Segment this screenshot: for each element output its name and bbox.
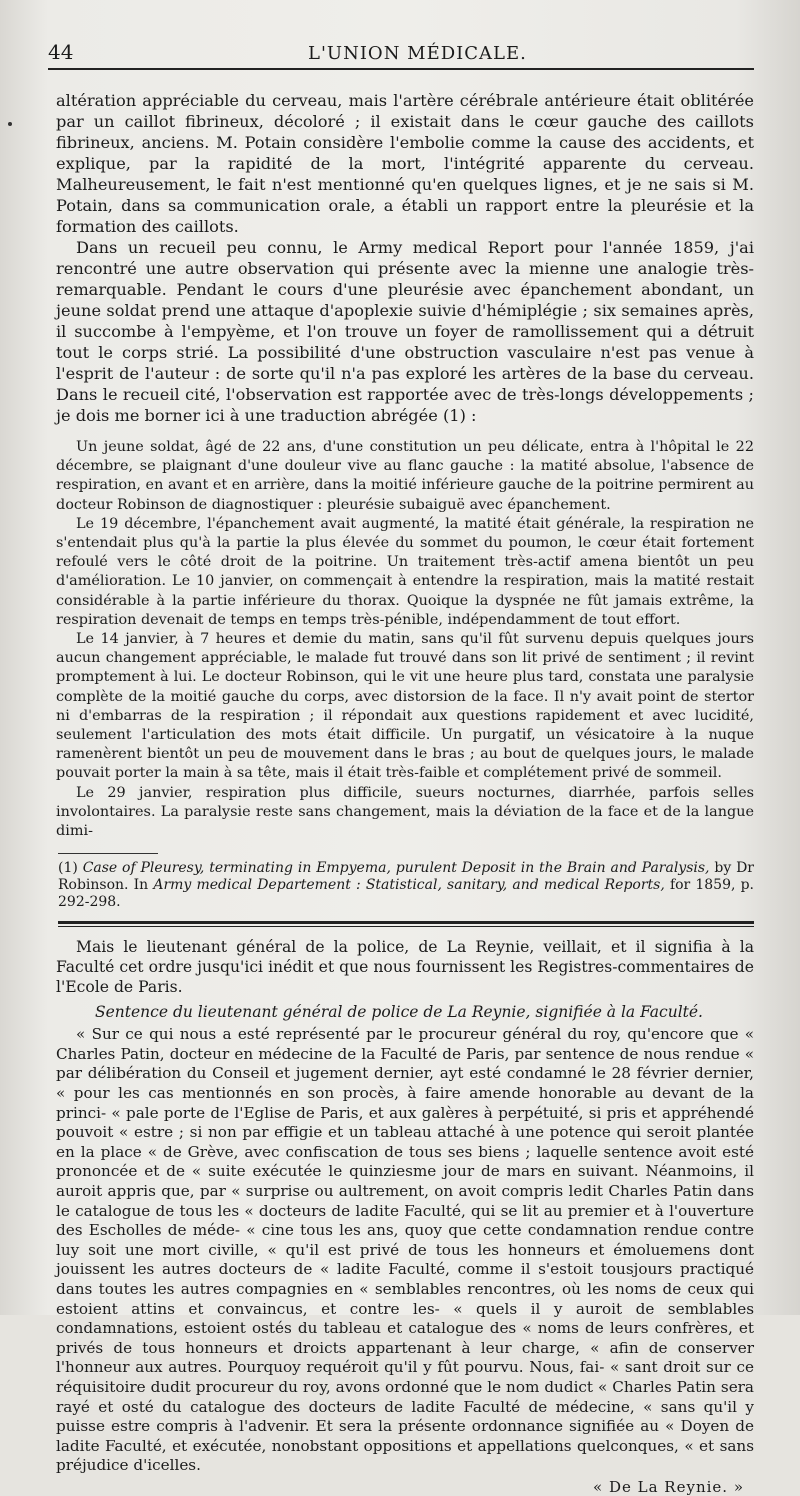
footnote-marker: (1) <box>58 860 78 877</box>
observation-paragraph: Le 19 décembre, l'épanchement avait augmenté, la matité était générale, la respiration ne s'entendait plus qu'à la partie la plus élevée du sommet du poumon, le cœur était fortement refoulé vers le côté droit de la poitrine. Un traitement très-actif amena bientôt un peu d'amélioration. Le 10 janvier, on commençait à entendre la respiration, mais la matité restait considérable à la partie inférieure du thorax. Quoique la dyspnée ne fût jamais extrême, la respiration devenait de temps en temps très-pénible, indépendamment de tout effort. <box>56 515 754 628</box>
running-title: L'UNION MÉDICALE. <box>308 43 527 64</box>
section-la-reynie <box>44 937 754 1496</box>
paragraph-continuation: altération appréciable du cerveau, mais l'artère cérébrale antérieure était oblitérée par un caillot fibrineux, décoloré ; il existait dans le cœur gauche des caillots fibrineux, anciens. M. Potain considère l'embolie comme la cause des accidents, et explique, par la rapidité de la mort, l'intégrité apparente du cerveau. Malheureusement, le fait n'est mentionné qu'en quelques lignes, et je ne sais si M. Potain, dans sa communication orale, a établi un rapport entre la pleurésie et la formation des caillots. <box>56 91 754 236</box>
footnote-rule <box>58 853 158 854</box>
section-title: Sentence du lieutenant général de police de La Reynie, signifiée à la Faculté. <box>95 1003 703 1022</box>
footnote-source: Army medical Departement : Statistical, sanitary, and medical Reports, <box>153 877 665 894</box>
footnote-by: by Dr Robinson. In <box>58 860 754 894</box>
observation-paragraph: Le 14 janvier, à 7 heures et demie du matin, sans qu'il fût survenu depuis quelques jours aucun changement appréciable, le malade fut trouvé dans son lit privé de sentiment ; il revint promptement à lui. Le docteur Robinson, qui le vit une heure plus tard, constata une paralysie complète de la moitié gauche du corps, avec distorsion de la face. Il n'y avait point de stertor ni d'embarras de la respiration ; il répondait aux questions rapidement et avec lucidité, seulement l'articulation des mots était difficile. Un purgatif, un vésicatoire à la nuque ramenèrent bientôt un peu de mouvement dans le bras ; au bout de quelques jours, le malade pouvait porter la main à sa tête, mais il était très-faible et complétement privé de sommeil. <box>56 631 754 782</box>
section-intro: Mais le lieutenant général de la police, de La Reynie, veillait, et il signifia à la Faculté cet ordre jusqu'ici inédit et que nous fournissent les Registres-commentaires de l'Ecole de Paris. <box>56 938 754 997</box>
page-number: 44 <box>48 40 74 64</box>
margin-mark <box>8 122 12 126</box>
signature: « De La Reynie. » <box>593 1477 744 1496</box>
section-divider <box>58 921 754 927</box>
observation-paragraph: Le 29 janvier, respiration plus difficile, sueurs nocturnes, diarrhée, parfois selles involontaires. La paralysie reste sans changement, mais la déviation de la face et de la langue dimi- <box>56 784 754 840</box>
footnote-title: Case of Pleuresy, terminating in Empyema, purulent Deposit in the Brain and Paralysis, <box>82 860 710 877</box>
footnote <box>44 860 754 911</box>
observation-paragraph: Un jeune soldat, âgé de 22 ans, d'une constitution un peu délicate, entra à l'hôpital le 22 décembre, se plaignant d'une douleur vive au flanc gauche : la matité absolue, l'absence de respiration, en avant et en arrière, dans la moitié inférieure gauche de la poitrine permirent au docteur Robinson de diagnostiquer : pleurésie subaiguë avec épanchement. <box>56 439 754 513</box>
sentence-text: « Sur ce qui nous a esté représenté par le procureur général du roy, qu'encore que « Charles Patin, docteur en médecine de la Faculté de Paris, par sentence de nous rendue « par délibération du Conseil et jugement dernier, ayt esté condamné le 28 février dernier, « pour les cas mentionnés en son procès, à faire amende honorable au devant de la princi- « pale porte de l'Eglise de Paris, et aux galères à perpétuité, si pris et appréhendé pouvoit « estre ; si non par effigie et un tableau attaché à une potence qui seroit plantée en la place « de Grève, avec confiscation de tous ses biens ; laquelle sentence avoit esté prononcée et de « suite exécutée le quinziesme jour de mars en suivant. Néanmoins, il auroit appris que, par « surprise ou aultrement, on avoit compris ledit Charles Patin dans le catalogue de tous les « docteurs de ladite Faculté, qui se lit au premier et à l'ouverture des Escholles de méde- « cine tous les ans, quoy que cette condamnation rendue contre luy soit une mort civille, « qu'il est privé de tous les honneurs et émoluemens dont jouissent les autres docteurs de « ladite Faculté, comme il s'estoit tousjours practiqué dans toutes les autres compagnies en « semblables rencontres, où les noms de ceux qui estoient attins et convaincus, et contre les- « quels il y auroit de semblables condamnations, estoient ostés du tableau et catalogue des « noms de leurs confrères, et privés de tous honneurs et droicts appartenant à leur charge, « afin de conserver l'honneur aux autres. Pourquoy requéroit qu'il y fût pourvu. Nous, fai- « sant droit sur ce réquisitoire dudit procureur du roy, avons ordonné que le nom dudict « Charles Patin sera rayé et osté du catalogue des docteurs de ladite Faculté de médecine, « sans qu'il y puisse estre compris à l'advenir. Et sera la présente ordonnance signifiée au « Doyen de ladite Faculté, et exécutée, nonobstant oppositions et appellations quelconques, « et sans préjudice d'icelles. <box>56 1025 754 1475</box>
observation-block <box>44 438 754 841</box>
footnote-tail: for 1859, p. 292-298. <box>58 877 754 911</box>
page-header <box>48 40 754 70</box>
paragraph-army-report: Dans un recueil peu connu, le Army medical Report pour l'année 1859, j'ai rencontré une autre observation qui présente avec la mienne une analogie très-remarquable. Pendant le cours d'une pleurésie avec épanchement abondant, un jeune soldat prend une attaque d'apoplexie suivie d'hémiplégie ; six semaines après, il succombe à l'empyème, et l'on trouve un foyer de ramollissement qui a détruit tout le corps strié. La possibilité d'une obstruction vasculaire n'est pas venue à l'esprit de l'auteur : de sorte qu'il n'a pas exploré les artères de la base du cerveau. Dans le recueil cité, l'observation est rapportée avec de très-longs développements ; je dois me borner ici à une traduction abrégée (1) : <box>56 238 754 425</box>
